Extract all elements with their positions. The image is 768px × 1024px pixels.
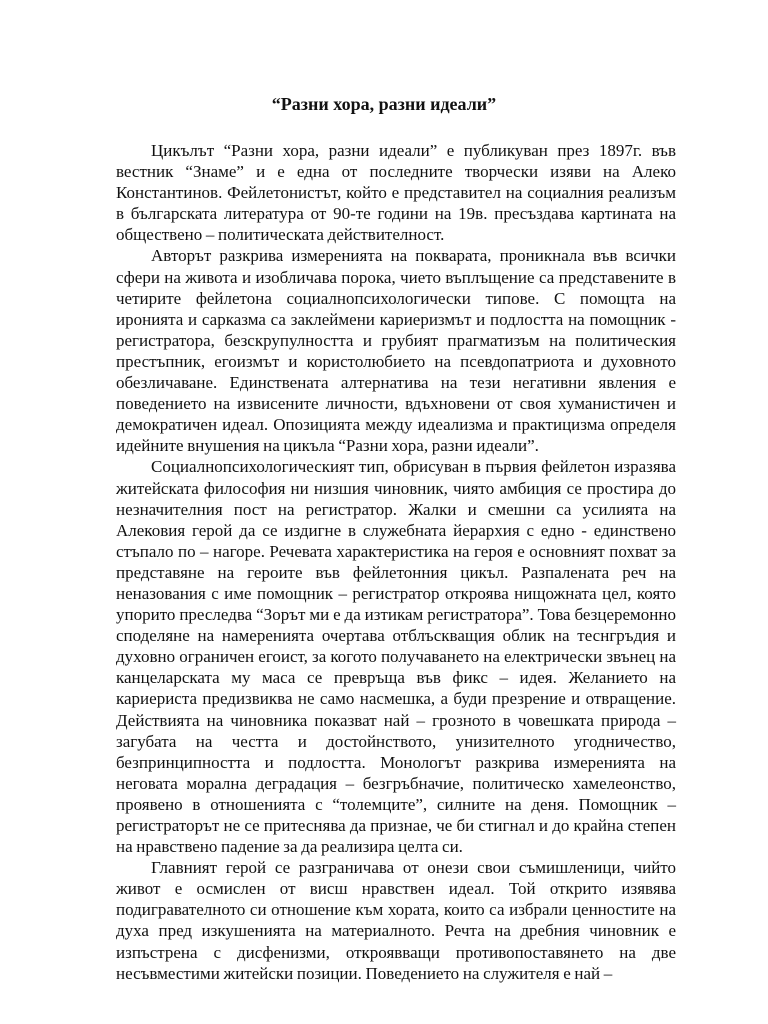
paragraph: Социалнопсихологическият тип, обрисуван в първия фейлетон изразява житейската философия ни низшия чиновник, чиято амбиция се простира до незначителния пост на регистратор. Жалки и смешни са усилията на Алековия герой да се издигне в служебната йерархия с едно - единствено стъпало по – нагоре. Речевата характеристика на героя е основният похват за представяне на героите във фейлетонния цикъл. Разпалената реч на неназования с име помощник – регистратор откроява нищожната цел, която упорито преследва “Зорът ми е да изтикам регистратора”. Това безцеремонно споделяне на намеренията очертава отблъскващия облик на теснгръдия и духовно ограничен егоист, за когото получаването на електрически звънец на канцеларската му маса се превръща във фикс – идея. Желанието на кариериста предизвиква не само насмешка, а буди презрение и отвращение. Действията на чиновника показват най – грозното в човешката природа – загубата на честта и достойнството, унизителното угодничество, безпринципността и подлостта. Монологът разкрива измеренията на неговата морална деградация – безгръбначие, политическо хамелеонство, проявено в отношенията с “толемците”, силните на деня. Помощник – регистраторът не се притеснява да признае, че би стигнал и до крайна степен на нравствено падение за да реализира целта си. [116, 457, 676, 857]
paragraph: Авторът разкрива измеренията на покварата, проникнала във всички сфери на живота и изобличава порока, чието въплъщение са представените в четирите фейлетона социалнопсихологически типове. С помощта на иронията и сарказма са заклеймени кариеризмът и подлостта на помощник - регистратора, безскрупулността и грубият прагматизъм на политическия престъпник, егоизмът и користолюбието на псевдопатриота и духовното обезличаване. Единствената алтернатива на тези негативни явления е поведението на извисените личности, вдъхновени от своя хуманистичен и демократичен идеал. Опозицията между идеализма и практицизма определя идейните внушения на цикъла “Разни хора, разни идеали”. [116, 246, 676, 456]
document-body [116, 140, 676, 984]
paragraph: Главният герой се разграничава от онези свои съмишленици, чийто живот е осмислен от висш нравствен идеал. Той открито изявява подигравателното си отношение към хората, които са избрали ценностите на духа пред изкушенията на материалното. Речта на дребния чиновник е изпъстрена с дисфенизми, откроявващи противопоставянето на две несъвместими житейски позиции. Поведението на служителя е най – [116, 858, 676, 983]
document-title: “Разни хора, разни идеали” [271, 94, 497, 114]
paragraph: Цикълът “Разни хора, разни идеали” е публикуван през 1897г. във вестник “Знаме” и е една от последните творчески изяви на Алеко Константинов. Фейлетонистът, който е представител на социалния реализъм в българската литература от 90-те години на 19в. пресъздава картината на обществено – политическата действителност. [116, 141, 676, 245]
